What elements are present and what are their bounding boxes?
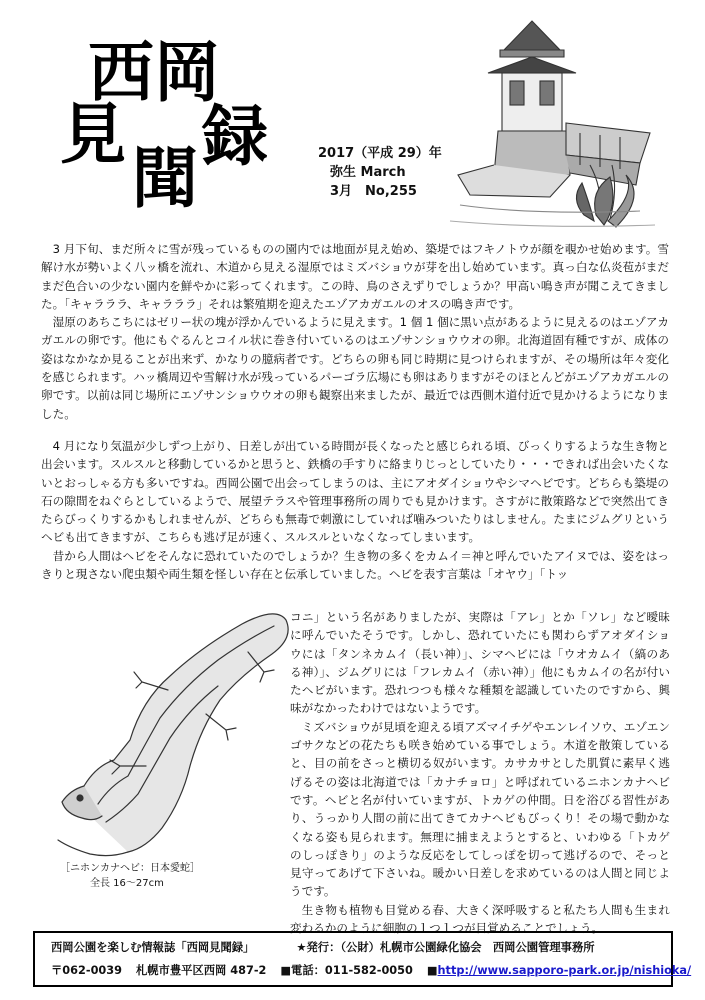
phone: ■電話：011-582-0050 xyxy=(280,964,413,977)
article-paragraph: 湿原のあちこちにはゼリー状の塊が浮かんでいるように見えます。1 個 1 個に黒い点があるように見えるのはエゾアカガエルの卵です。他にもぐるんとコイル状に巻き付いているのはエゾサンショウウオの卵。北海道固有種ですが、成体の姿はなかなか見ることが出来ず、かなりの臆病者です。どちらの卵も同じ時期に見つけられますが、その場所は年々変化を感じられます。ハッ橋周辺や雪解け水が残っているパーゴラ広場にも卵はありますがそのほとんどがエゾアカガエルの卵です。以前は同じ場所にエゾサンショウウオの卵も観察出来ましたが、最近では西側木道付近で見かけるようになりました。 xyxy=(41,315,669,421)
issue-info xyxy=(318,144,442,201)
magazine-name: 西岡公園を楽しむ情報誌「西岡見聞録」 xyxy=(51,941,255,954)
article-paragraph: コニ」という名がありましたが、実際は「アレ」とか「ソレ」など曖昧に呼んでいたそうです。しかし、恐れていたにも関わらずアオダイショウには「タンネカムイ（長い神）」、シマヘビには「ウオカムイ（縞のある神）」、ジムグリには「フレカムイ（赤い神）」他にもカムイの名が付いたヘビがいます。恐れつつも様々な種類を認識していたのですから、興味がなかったわけではないようです。 xyxy=(290,610,670,716)
article-paragraph: 生き物も植物も目覚める春、大きく深呼吸すると私たち人間も生まれ変わるかのように細胞の１つ１つが目覚めることでしょう。 xyxy=(290,902,670,936)
issue-month: 弥生 March xyxy=(330,165,406,180)
issue-year: 2017（平成 29）年 xyxy=(318,146,442,161)
masthead-char: 聞 xyxy=(132,140,198,217)
article-snakes xyxy=(41,437,669,583)
footer-box xyxy=(33,931,692,987)
article-lizards xyxy=(290,608,670,937)
article-intro xyxy=(41,240,669,423)
url-prefix: ■ xyxy=(426,964,438,977)
footer-line-1 xyxy=(51,939,595,955)
article-paragraph: 3 月下旬、まだ所々に雪が残っているものの園内では地面が見え始め、築堤ではフキノトウが顔を覗かせ始めます。雪解け水が勢いよく八ッ橋を流れ、木道から見える湿原ではミズバショウが芽を出し始めています。真っ白な仏炎苞がまだまだ色合いの少ない園内を鮮やかに彩ってくれます。この時、鳥のさえずりでしょうか？甲高い鳴き声が聞こえてきました。「キャラララ、キャラララ」それは繁殖期を迎えたエゾアカガエルのオスの鳴き声です。 xyxy=(41,242,669,311)
publisher: ★発行：（公財）札幌市公園緑化協会 西岡公園管理事務所 xyxy=(296,941,595,954)
masthead-char: 録 xyxy=(202,98,268,175)
lizard-caption xyxy=(60,861,200,891)
caption-length: 全長 16～27cm xyxy=(90,878,164,889)
issue-number: 3月 No,255 xyxy=(330,184,417,199)
masthead-char: 西 xyxy=(88,34,154,111)
lizard-illustration xyxy=(50,590,300,860)
caption-species: ［ニホンカナヘビ：日本愛蛇］ xyxy=(60,863,200,874)
article-paragraph: 昔から人間はヘビをそんなに恐れていたのでしょうか？生き物の多くをカムイ＝神と呼んでいたアイヌでは、姿をはっきりと現さない爬虫類や両生類を怪しい存在と伝承していました。ヘビを表す言葉は「オヤウ」「トッ xyxy=(41,548,669,582)
address: 札幌市豊平区西岡 487-2 xyxy=(135,964,267,977)
masthead-char: 岡 xyxy=(154,34,220,111)
article-paragraph: ミズバショウが見頃を迎える頃アズマイチゲやエンレイソウ、エゾエンゴサクなどの花たちも咲き始めている事でしょう。木道を散策していると、目の前をさっと横切る奴がいます。カサカサとした肌質に素早く逃げるその姿は北海道では「カナチョロ」と呼ばれているニホンカナヘビです。ヘビと名が付いていますが、トカゲの仲間。日を浴びる習性があり、うっかり人間の前に出てきてカナヘビもびっくり！その場で動かなくなる姿も見られます。無理に捕まえようとすると、いわゆる「トカゲのしっぽきり」のような反応をしてしっぽを切って逃げるので、そっと見守ってあげて下さいね。暖かい日差しを求めているのは人間と同じようです。 xyxy=(290,719,670,899)
footer-line-2 xyxy=(51,962,691,978)
pavilion-illustration xyxy=(440,15,665,240)
article-paragraph: 4 月になり気温が少しずつ上がり、日差しが出ている時間が長くなったと感じられる頃、びっくりするような生き物と出会います。スルスルと移動しているかと思うと、鉄橋の手すりに絡まりじっとしていたり・・・できれば出会いたくないとおっしゃる方も多いですね。西岡公園で出会ってしまうのは、主にアオダイショウやシマヘビです。どちらも築堤の石の隙間をねぐらとしているようで、展望テラスや管理事務所の周りでも見かけます。さすがに散策路などで突然出てきたらびっくりするかもしれませんが、どちらも無毒で刺激にしていれば噛みついたりはしません。たまにジムグリというヘビも出てきますが、こちらも逃げ足が速く、スルスルといなくなってしまいます。 xyxy=(41,439,669,545)
website-link[interactable]: http://www.sapporo-park.or.jp/nishioka/ xyxy=(437,964,692,977)
masthead-char: 見 xyxy=(60,96,126,173)
postal-code: 〒062-0039 xyxy=(51,964,123,977)
masthead-title xyxy=(60,34,310,238)
